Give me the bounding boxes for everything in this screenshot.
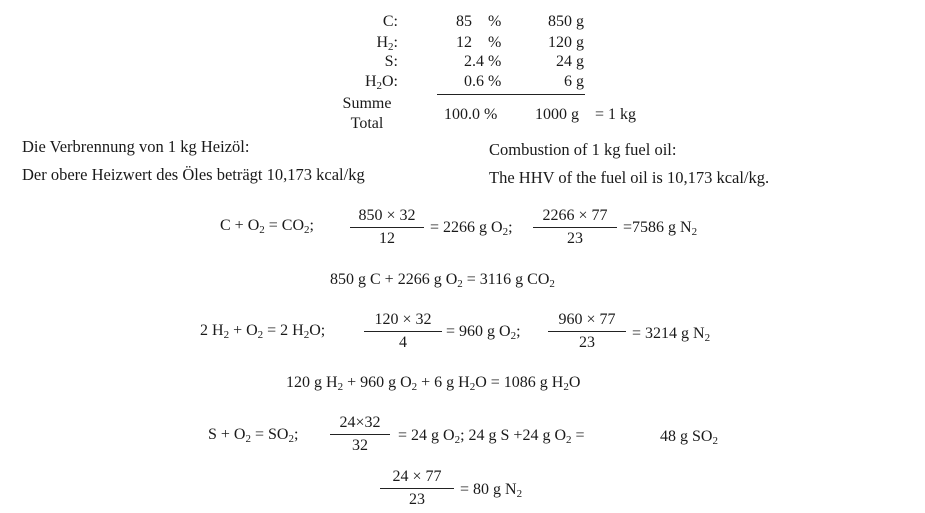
eq1-f1-denominator: 12 (379, 230, 395, 247)
eq1-lhs: $C + O_2 = CO_2$; (220, 217, 314, 236)
eq6-fraction-1 (380, 469, 454, 509)
eq3-f1-numerator: 120 × 32 (374, 311, 432, 328)
eq1-fraction-2 (533, 208, 617, 248)
eq3-fraction-1 (364, 312, 442, 352)
fraction-bar (380, 488, 454, 489)
row-percent: 12 (456, 34, 472, 51)
de-heading: Die Verbrennung von 1 kg Heizöl: (22, 137, 250, 156)
fraction-bar (548, 331, 626, 332)
row-percent: 2.4 (464, 53, 484, 70)
fraction-bar (330, 434, 390, 435)
eq5-fraction-1 (330, 415, 390, 455)
row-label: S: (384, 53, 398, 70)
eq3-fraction-2 (548, 312, 626, 352)
eq1-f2-denominator: 23 (567, 230, 583, 247)
row-mass: 24 g (556, 53, 584, 70)
eq5-lhs: $S + O_2 = SO_2$; (208, 426, 299, 445)
de-hhv: Der obere Heizwert des Öles beträgt 10,173 kcal/kg (22, 165, 365, 184)
eq5-f1-numerator: 24×32 (339, 414, 381, 431)
eq3-f2-denominator: 23 (579, 334, 595, 351)
sum-rule (437, 94, 585, 95)
eq6-f1-denominator: 23 (409, 491, 425, 508)
eq6-rhs: = 80 g $N_2$ (460, 481, 523, 500)
sum-label-de: Summe (342, 95, 392, 112)
en-hhv: The HHV of the fuel oil is 10,173 kcal/kg. (489, 168, 770, 187)
eq5-f1-denominator: 32 (352, 437, 368, 454)
eq3-mid: = 960 g $O_2$; (446, 323, 521, 342)
eq3-lhs: 2 $H_2 + O_2 = 2$ $H_2O$; (200, 322, 326, 341)
eq1-rhs: =7586 g $N_2$ (623, 219, 698, 238)
row-label: C: (382, 13, 398, 30)
eq6-f1-numerator: 24 × 77 (392, 468, 442, 485)
row-percent-unit: % (488, 73, 502, 90)
equation-hydrogen-sum: 120 g $H_2 + 960$ g $O_2 + 6$ g $H_2O = 1086$ g $H_2O$ (286, 374, 581, 393)
row-percent: 85 (456, 13, 472, 30)
total-equals: = 1 kg (595, 106, 637, 123)
fraction-bar (533, 227, 617, 228)
row-mass: 120 g (548, 34, 584, 51)
row-percent: 0.6 (464, 73, 484, 90)
eq3-f2-numerator: 960 × 77 (558, 311, 616, 328)
row-label: $H_2$: (376, 34, 398, 53)
eq3-rhs: = 3214 g $N_2$ (632, 325, 711, 344)
fraction-bar (350, 227, 424, 228)
eq5-mid: = 24 g $O_2$; 24 g S +24 g $O_2$ = (398, 427, 585, 446)
row-mass: 850 g (548, 13, 584, 30)
row-percent-unit: % (488, 53, 502, 70)
row-percent-unit: % (488, 34, 502, 51)
eq5-rhs: 48 g $SO_2$ (660, 428, 718, 447)
total-mass: 1000 g (535, 106, 579, 123)
equation-carbon-sum: 850 g C + 2266 g $O_2 = 3116$ g $CO_2$ (330, 271, 555, 290)
row-percent-unit: % (488, 13, 502, 30)
eq1-f2-numerator: 2266 × 77 (542, 207, 608, 224)
eq3-f1-denominator: 4 (399, 334, 407, 351)
fraction-bar (364, 331, 442, 332)
sum-label-en: Total (350, 115, 384, 132)
eq1-f1-numerator: 850 × 32 (358, 207, 416, 224)
row-mass: 6 g (564, 73, 584, 90)
eq1-mid: = 2266 g $O_2$; (430, 219, 513, 238)
en-heading: Combustion of 1 kg fuel oil: (489, 140, 677, 159)
total-percent: 100.0 % (444, 106, 498, 123)
eq1-fraction-1 (350, 208, 424, 248)
row-label: $H_2O$: (364, 73, 398, 92)
